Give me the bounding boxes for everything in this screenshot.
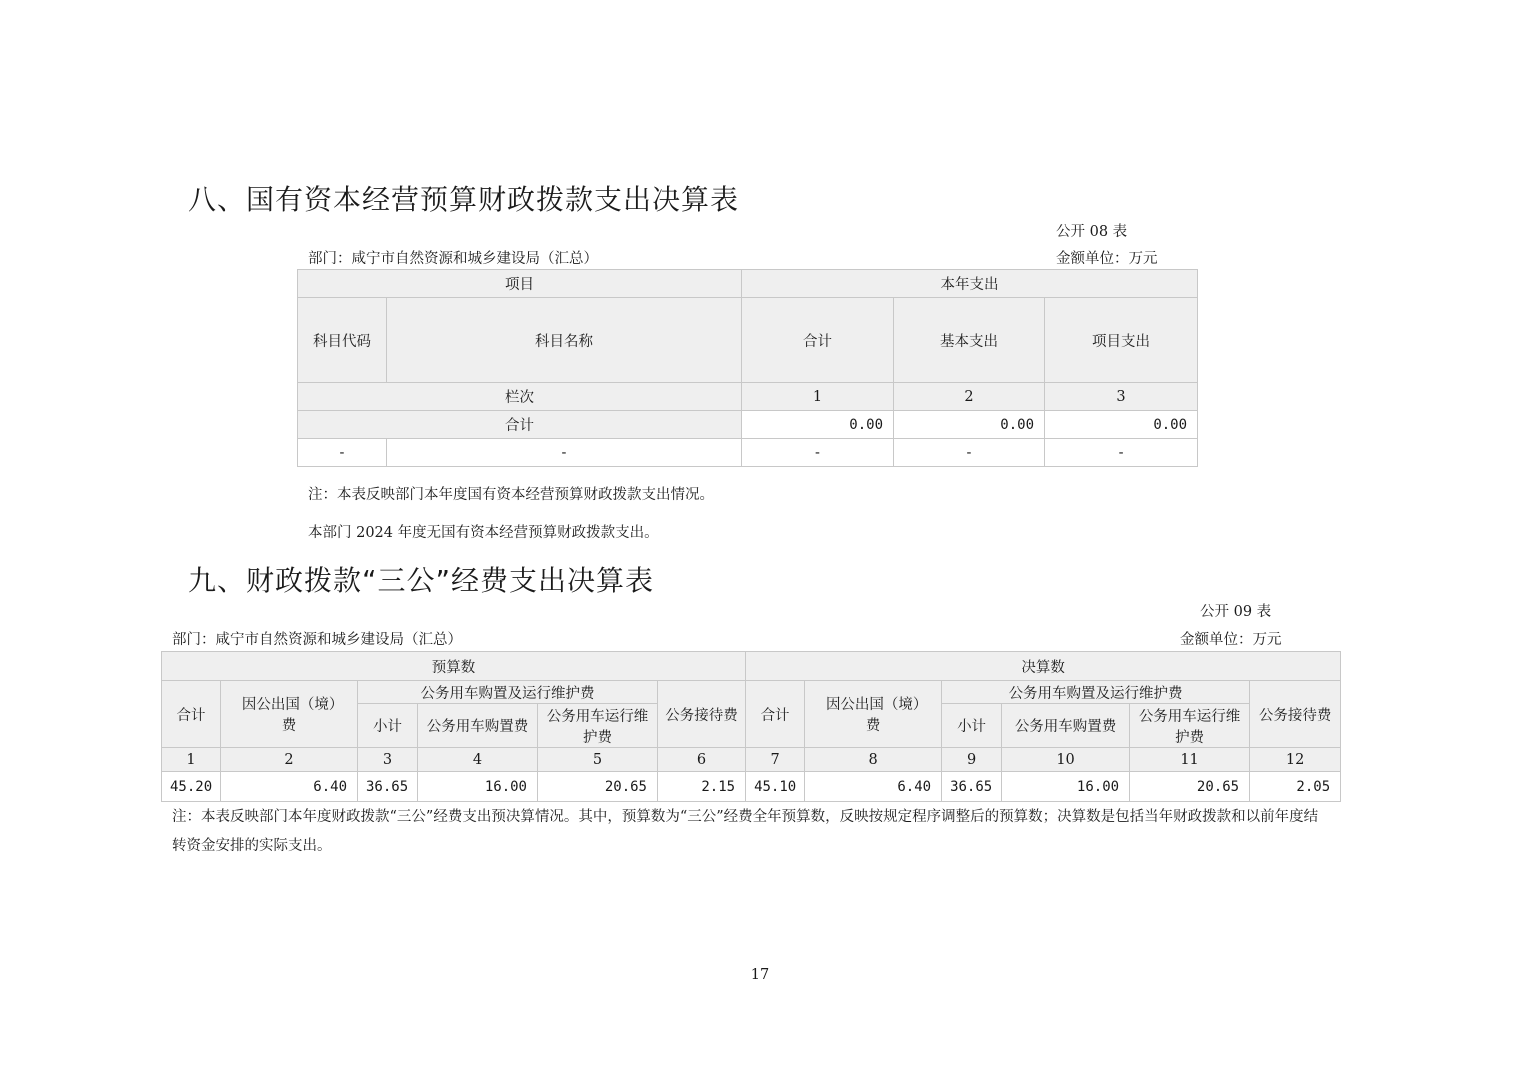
- header-name: 科目名称: [387, 298, 742, 383]
- col-num: 7: [746, 748, 805, 772]
- value-cell: 2.15: [658, 772, 746, 802]
- dash-row-total: -: [742, 439, 894, 467]
- column-no-2: 2: [894, 383, 1045, 411]
- section8-title: 八、国有资本经营预算财政拨款支出决算表: [188, 183, 740, 216]
- section8-dept: 部门：咸宁市自然资源和城乡建设局（汇总）: [308, 251, 598, 267]
- dash-row-project: -: [1045, 439, 1198, 467]
- final-abroad-header: 因公出国（境）费: [805, 681, 942, 748]
- dash-row-code: -: [298, 439, 387, 467]
- section9-dept: 部门：咸宁市自然资源和城乡建设局（汇总）: [172, 632, 462, 648]
- budget-abroad-header: 因公出国（境）费: [221, 681, 358, 748]
- header-code: 科目代码: [298, 298, 387, 383]
- column-no-label: 栏次: [298, 383, 742, 411]
- value-cell: 20.65: [538, 772, 658, 802]
- section9-table: [161, 651, 1341, 802]
- col-num: 3: [358, 748, 418, 772]
- col-num: 11: [1130, 748, 1250, 772]
- col-num: 10: [1002, 748, 1130, 772]
- section8-unit: 金额单位：万元: [1056, 251, 1158, 267]
- section8-table-no: 公开 08 表: [1056, 224, 1128, 240]
- header-budget: 预算数: [162, 652, 746, 681]
- value-cell: 45.20: [162, 772, 221, 802]
- value-cell: 45.10: [746, 772, 805, 802]
- header-item: 项目: [298, 270, 742, 298]
- header-project: 项目支出: [1045, 298, 1198, 383]
- col-num: 4: [418, 748, 538, 772]
- budget-operation-header: 公务用车运行维护费: [538, 704, 658, 748]
- header-final: 决算数: [746, 652, 1341, 681]
- final-operation-header: 公务用车运行维护费: [1130, 704, 1250, 748]
- col-num: 1: [162, 748, 221, 772]
- section9-unit: 金额单位：万元: [1180, 632, 1282, 648]
- total-row-total: 0.00: [742, 411, 894, 439]
- value-cell: 16.00: [418, 772, 538, 802]
- budget-purchase-header: 公务用车购置费: [418, 704, 538, 748]
- value-cell: 16.00: [1002, 772, 1130, 802]
- final-purchase-header: 公务用车购置费: [1002, 704, 1130, 748]
- col-num: 2: [221, 748, 358, 772]
- budget-total-header: 合计: [162, 681, 221, 748]
- value-cell: 2.05: [1250, 772, 1341, 802]
- total-row-basic: 0.00: [894, 411, 1045, 439]
- col-num: 9: [942, 748, 1002, 772]
- col-num: 12: [1250, 748, 1341, 772]
- col-num: 6: [658, 748, 746, 772]
- section9-note: 注：本表反映部门本年度财政拨款“三公”经费支出预决算情况。其中，预算数为“三公”经费全年预算数，反映按规定程序调整后的预算数；决算数是包括当年财政拨款和以前年度结转资金安排的实际支出。: [172, 809, 1319, 854]
- final-reception-header: 公务接待费: [1250, 681, 1341, 748]
- final-vehicle-header: 公务用车购置及运行维护费: [942, 681, 1250, 704]
- budget-subtotal-header: 小计: [358, 704, 418, 748]
- final-total-header: 合计: [746, 681, 805, 748]
- section9-title: 九、财政拨款“三公”经费支出决算表: [188, 564, 655, 597]
- dash-row-name: -: [387, 439, 742, 467]
- total-row-project: 0.00: [1045, 411, 1198, 439]
- column-no-1: 1: [742, 383, 894, 411]
- col-num: 5: [538, 748, 658, 772]
- section9-table-no: 公开 09 表: [1200, 604, 1272, 620]
- value-cell: 20.65: [1130, 772, 1250, 802]
- total-row-label: 合计: [298, 411, 742, 439]
- value-cell: 36.65: [942, 772, 1002, 802]
- col-num: 8: [805, 748, 942, 772]
- value-cell: 36.65: [358, 772, 418, 802]
- budget-vehicle-header: 公务用车购置及运行维护费: [358, 681, 658, 704]
- section8-note2: 本部门 2024 年度无国有资本经营预算财政拨款支出。: [308, 525, 659, 541]
- header-basic: 基本支出: [894, 298, 1045, 383]
- section8-note: 注：本表反映部门本年度国有资本经营预算财政拨款支出情况。: [308, 487, 714, 503]
- header-current-year: 本年支出: [742, 270, 1198, 298]
- column-no-3: 3: [1045, 383, 1198, 411]
- header-total: 合计: [742, 298, 894, 383]
- dash-row-basic: -: [894, 439, 1045, 467]
- value-cell: 6.40: [221, 772, 358, 802]
- section8-table: [297, 269, 1198, 467]
- final-subtotal-header: 小计: [942, 704, 1002, 748]
- budget-reception-header: 公务接待费: [658, 681, 746, 748]
- value-cell: 6.40: [805, 772, 942, 802]
- page-number: 17: [750, 967, 770, 983]
